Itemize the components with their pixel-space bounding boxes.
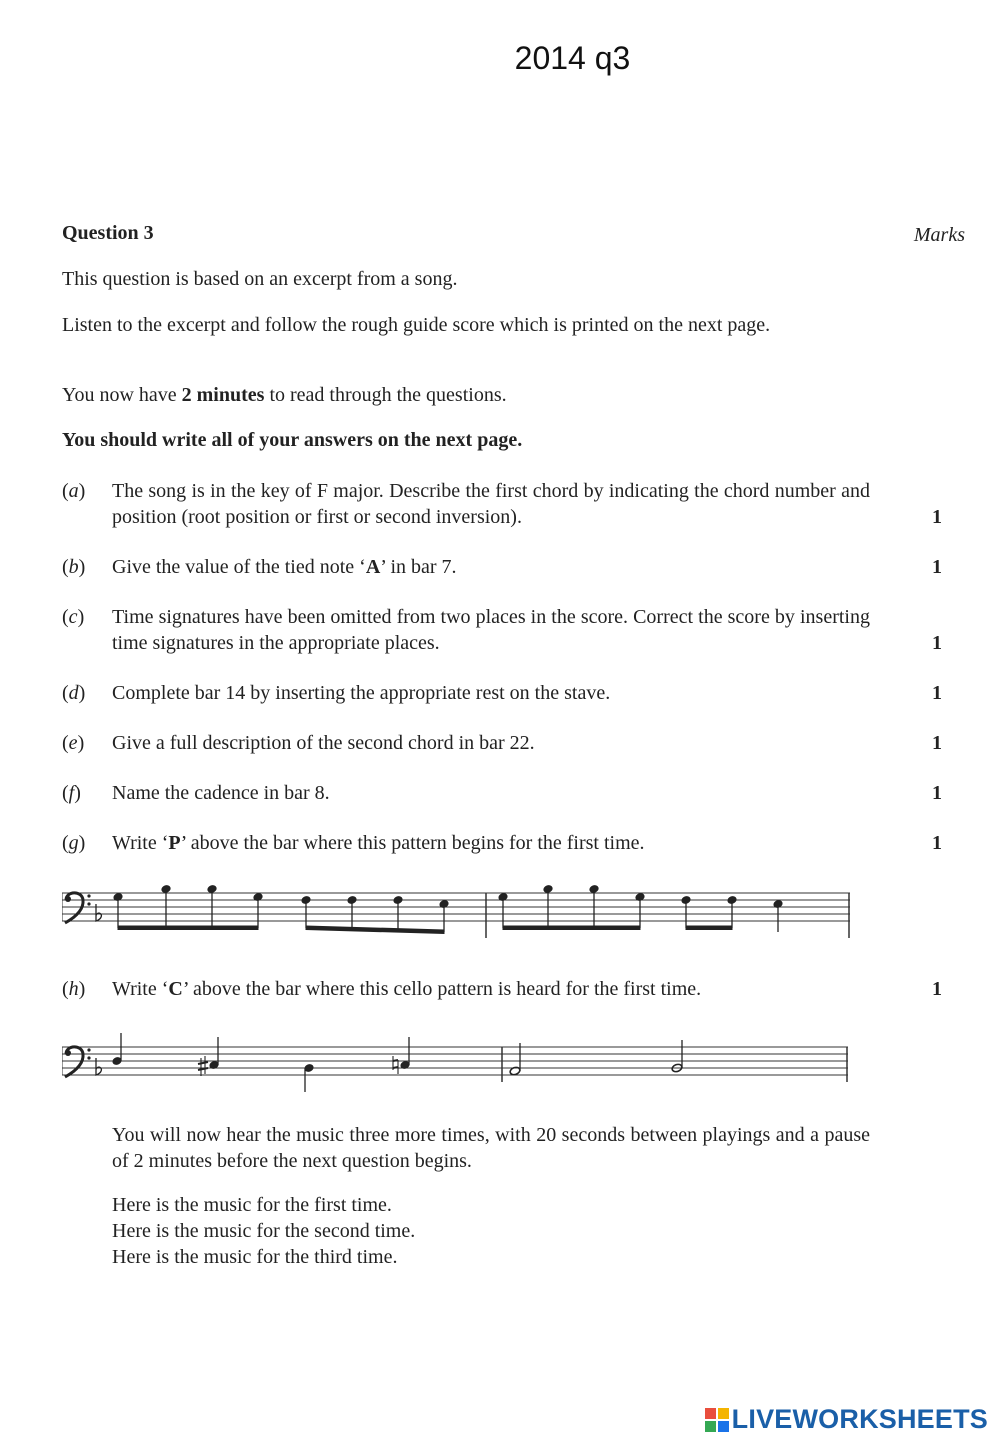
item-letter: (g): [62, 832, 86, 854]
playing-line: Here is the music for the second time.: [112, 1220, 416, 1242]
item-mark: 1: [932, 832, 942, 854]
item-text: Give the value of the tied note ‘A’ in bar 7.: [112, 556, 457, 578]
logo-square: [718, 1408, 729, 1419]
playing-line: Here is the music for the third time.: [112, 1246, 398, 1268]
item-letter: (a): [62, 480, 86, 502]
question-heading: Question 3: [62, 222, 154, 244]
question-item-b: [62, 554, 942, 580]
read-time-before: You now have: [62, 384, 182, 406]
question-item-h: [62, 976, 942, 1002]
pattern-stave: [62, 880, 854, 950]
sharp-sign-icon: [198, 1056, 208, 1076]
item-mark: 1: [932, 682, 942, 704]
logo-square: [705, 1408, 716, 1419]
item-text: Write ‘C’ above the bar where this cello pattern is heard for the first time.: [112, 978, 702, 1000]
bass-clef-icon: [65, 893, 91, 923]
playing-lines: [112, 1192, 870, 1270]
intro-text: This question is based on an excerpt from a song.: [62, 268, 458, 290]
question-item-f: [62, 780, 942, 806]
question-item-a: [62, 478, 942, 530]
item-text: Give a full description of the second chord in bar 22.: [112, 732, 535, 754]
liveworksheets-brand[interactable]: [705, 1404, 988, 1435]
brand-text: LIVEWORKSHEETS: [731, 1404, 988, 1434]
question-item-d: [62, 680, 942, 706]
item-text: Name the cadence in bar 8.: [112, 782, 330, 804]
item-letter: (f): [62, 782, 81, 804]
bass-clef-icon: [65, 1047, 91, 1077]
item-letter: (e): [62, 732, 85, 754]
marks-heading: Marks: [913, 224, 965, 246]
item-mark: 1: [932, 978, 942, 1000]
logo-square: [705, 1421, 716, 1432]
item-text: Time signatures have been omitted from two places in the score. Correct the score by inserting time signatures in the appropriate places.: [112, 606, 870, 654]
natural-sign-icon: [393, 1056, 398, 1074]
item-mark: 1: [932, 632, 942, 654]
answers-instruction: You should write all of your answers on the next page.: [62, 429, 523, 451]
read-time-after: to read through the questions.: [264, 384, 507, 406]
item-text: Complete bar 14 by inserting the appropriate rest on the stave.: [112, 682, 611, 704]
read-time-bold: 2 minutes: [181, 384, 265, 406]
item-text: Write ‘P’ above the bar where this pattern begins for the first time.: [112, 832, 645, 854]
cello-notes: [112, 1033, 683, 1092]
item-letter: (c): [62, 606, 85, 628]
item-mark: 1: [932, 556, 942, 578]
item-text: The song is in the key of F major. Describe the first chord by indicating the chord number and position (root position or first or second inversion).: [112, 480, 870, 528]
item-letter: (b): [62, 556, 86, 578]
question-item-g: [62, 830, 942, 856]
item-mark: 1: [932, 506, 942, 528]
pattern-notes: [113, 885, 783, 934]
item-letter: (h): [62, 978, 86, 1000]
playing-line: Here is the music for the first time.: [112, 1194, 392, 1216]
cello-stave: [62, 1030, 854, 1100]
item-mark: 1: [932, 782, 942, 804]
closing-instruction: You will now hear the music three more times, with 20 seconds between playings and a pause of 2 minutes before the next question begins.: [112, 1124, 870, 1172]
listen-instruction: Listen to the excerpt and follow the rough guide score which is printed on the next page.: [62, 314, 771, 336]
liveworksheets-logo-icon: [705, 1408, 729, 1432]
logo-square: [718, 1421, 729, 1432]
question-item-c: [62, 604, 942, 656]
page-title: 2014 q3: [514, 40, 631, 76]
read-time-text: [62, 382, 870, 408]
item-letter: (d): [62, 682, 86, 704]
item-mark: 1: [932, 732, 942, 754]
question-item-e: [62, 730, 942, 756]
